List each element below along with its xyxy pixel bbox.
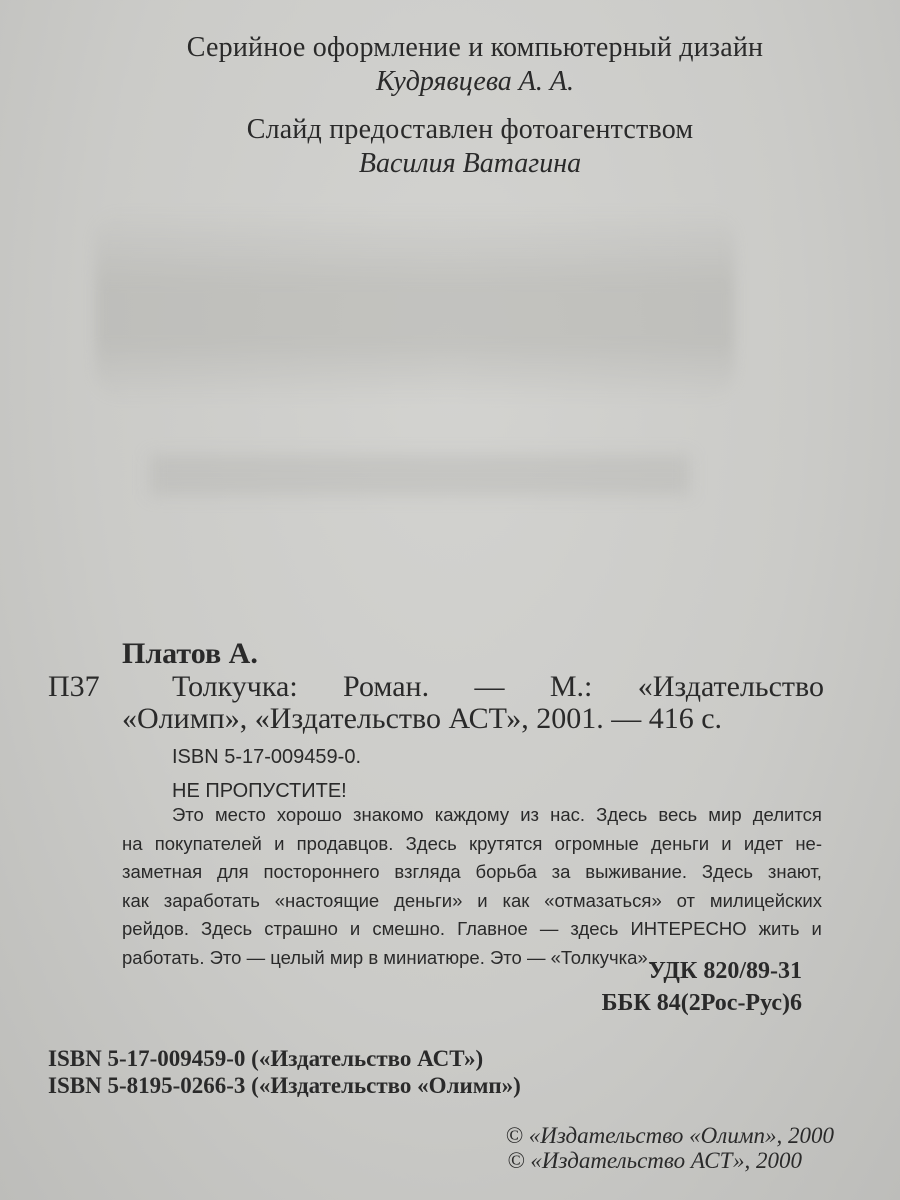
annotation-word: жить bbox=[758, 918, 800, 939]
annotation-word: на bbox=[122, 832, 143, 854]
annotation-word: Это bbox=[172, 804, 204, 825]
annotation-word: выживание. bbox=[585, 861, 688, 882]
annotation-word: «отмазаться» bbox=[544, 889, 662, 911]
design-credit-name: Кудрявцева А. А. bbox=[376, 66, 574, 97]
annotation-word: весь bbox=[658, 804, 698, 825]
title-word: М.: bbox=[549, 670, 593, 703]
catalog-author: Платов А. bbox=[122, 637, 258, 670]
annotation-word: постороннего bbox=[263, 861, 380, 882]
annotation-word: делится bbox=[752, 804, 822, 825]
annotation-word: «настоящие bbox=[274, 889, 380, 911]
annotation-word: ИНТЕРЕСНО bbox=[630, 918, 747, 939]
annotation-word: Главное bbox=[457, 918, 528, 939]
title-word: — bbox=[474, 670, 505, 703]
annotation-word: страшно bbox=[264, 918, 338, 939]
annotation-word: смешно. bbox=[372, 918, 446, 939]
annotation-word: нас. bbox=[550, 804, 586, 825]
annotation-line bbox=[122, 887, 822, 916]
isbn-ast: ISBN 5-17-009459-0 («Издательство АСТ») bbox=[48, 1046, 484, 1071]
annotation-line bbox=[122, 915, 822, 944]
annotation-word: и bbox=[349, 918, 361, 939]
annotation-word: заработать bbox=[163, 889, 260, 911]
annotation-word: и bbox=[477, 889, 488, 911]
copyright-olimp: © «Издательство «Олимп», 2000 bbox=[505, 1123, 834, 1148]
annotation-word: огромные bbox=[554, 832, 639, 854]
annotation-header: НЕ ПРОПУСТИТЕ! bbox=[172, 780, 347, 802]
annotation-word: Здесь bbox=[201, 918, 253, 939]
annotation-word: хорошо bbox=[276, 804, 342, 825]
annotation-word: деньги» bbox=[394, 889, 463, 911]
annotation-word: мир bbox=[708, 804, 742, 825]
title-word: Роман. bbox=[343, 670, 430, 703]
annotation-line bbox=[172, 801, 822, 830]
annotation-word: от bbox=[676, 889, 695, 911]
slide-credit-line: Слайд предоставлен фотоагентством bbox=[246, 114, 694, 145]
annotation-word: крутятся bbox=[468, 832, 543, 854]
show-through-ghost-text bbox=[95, 210, 735, 400]
catalog-isbn: ISBN 5-17-009459-0. bbox=[172, 746, 362, 768]
annotation-word: — bbox=[539, 918, 559, 939]
annotation-word: из bbox=[520, 804, 540, 825]
isbn-olimp: ISBN 5-8195-0266-3 («Издательство «Олимп») bbox=[48, 1073, 521, 1098]
annotation-word: милицейских bbox=[709, 889, 822, 911]
annotation-word: как bbox=[502, 889, 530, 911]
annotation-word: борьба bbox=[475, 861, 537, 882]
title-word: «Издательство bbox=[637, 670, 824, 703]
title-word: Толкучка: bbox=[172, 670, 298, 703]
annotation-line: работать. Это — целый мир в миниатюре. Это — «Толкучка». bbox=[122, 946, 653, 968]
annotation-word: за bbox=[551, 861, 571, 882]
annotation-word: деньги bbox=[651, 832, 710, 854]
annotation-word: и bbox=[721, 832, 732, 854]
annotation-word: знакомо bbox=[353, 804, 424, 825]
annotation-word: взгляда bbox=[394, 861, 461, 882]
copyright-ast: © «Издательство АСТ», 2000 bbox=[507, 1148, 802, 1173]
catalog-title-line-2: «Олимп», «Издательство АСТ», 2001. — 416 с. bbox=[122, 702, 723, 735]
annotation-word: покупателей bbox=[154, 832, 262, 854]
annotation-line bbox=[122, 830, 822, 859]
annotation-word: для bbox=[217, 861, 249, 882]
bbk-code: ББК 84(2Рос-Рус)6 bbox=[601, 990, 802, 1016]
annotation-line bbox=[122, 858, 822, 887]
annotation-word: и bbox=[274, 832, 285, 854]
annotation-word: здесь bbox=[570, 918, 619, 939]
slide-credit-name: Василия Ватагина bbox=[358, 148, 582, 179]
annotation-word: не- bbox=[795, 832, 822, 854]
annotation-word: каждому bbox=[434, 804, 510, 825]
annotation-word: Здесь bbox=[701, 861, 754, 882]
annotation-word: заметная bbox=[122, 861, 203, 882]
show-through-ghost-band bbox=[150, 455, 690, 495]
annotation-word: продавцов. bbox=[296, 832, 394, 854]
catalog-code: П37 bbox=[48, 670, 100, 703]
catalog-title-line-1 bbox=[172, 670, 824, 704]
annotation-word: и bbox=[811, 918, 822, 939]
annotation-word: как bbox=[122, 889, 149, 911]
annotation-word: место bbox=[214, 804, 266, 825]
annotation-word: Здесь bbox=[596, 804, 648, 825]
annotation-word: знают, bbox=[767, 861, 822, 882]
annotation-word: идет bbox=[743, 832, 784, 854]
annotation-word: рейдов. bbox=[122, 918, 189, 939]
design-credit-line: Серийное оформление и компьютерный дизайн bbox=[186, 32, 764, 63]
annotation-word: Здесь bbox=[405, 832, 457, 854]
udk-code: УДК 820/89-31 bbox=[648, 958, 802, 984]
